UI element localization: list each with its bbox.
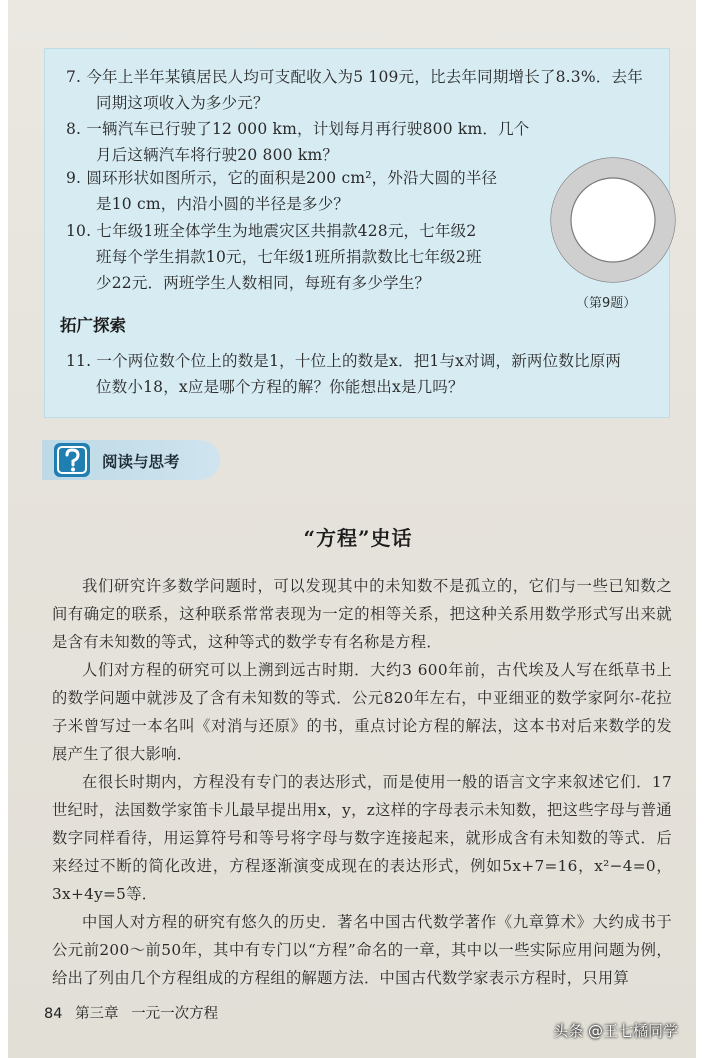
exercise-11-number: 11.: [66, 352, 92, 370]
chapter-label: 第三章: [75, 1006, 119, 1022]
exercise-8-line2: 月后这辆汽车将行驶20 800 km？: [96, 146, 339, 164]
exercise-8-number: 8.: [66, 120, 82, 138]
exercise-9: [66, 165, 526, 217]
question-mark-icon: [52, 440, 94, 480]
chapter-title: 一元一次方程: [131, 1006, 219, 1022]
figure-caption: （第9题）: [576, 296, 637, 311]
exercise-8-line1: 一辆汽车已行驶了12 000 km，计划每月再行驶800 km．几个: [86, 120, 530, 138]
exercise-11-line2: 位数小18，x应是哪个方程的解？你能想出x是几吗？: [96, 378, 464, 396]
exercise-10: [66, 218, 526, 296]
exercise-10-number: 10.: [66, 222, 92, 240]
exercise-11: [66, 348, 666, 400]
exercise-11-line1: 一个两位数个位上的数是1，十位上的数是x．把1与x对调，新两位数比原两: [96, 352, 622, 370]
exercise-10-line3: 少22元．两班学生人数相同，每班有多少学生？: [96, 274, 431, 292]
page-number: 84: [44, 1006, 63, 1022]
exercise-7-line1: 今年上半年某镇居民人均可支配收入为5 109元，比去年同期增长了8.3%．去年: [86, 68, 643, 86]
paragraph-3: 在很长时期内，方程没有专门的表达形式，而是使用一般的语言文字来叙述它们．17世纪时，法国数学家笛卡儿最早提出用x，y，z这样的字母表示未知数，把这些字母与普通数字同样看待，用运算符号和等号将字母与数字连接起来，就形成含有未知数的等式．后来经过不断的简化改进，方程逐渐演变成现在的表达形式，例如5x+7=16，x²−4=0，3x+4y=5等．: [52, 773, 672, 903]
exercise-9-line2: 是10 cm，内沿小圆的半径是多少？: [96, 195, 350, 213]
watermark: 头条 @王七橘同学: [553, 1022, 678, 1040]
inner-circle: [571, 178, 655, 262]
page-footer: [44, 1002, 226, 1023]
section-heading: 拓广探索: [60, 316, 126, 335]
exercise-9-number: 9.: [66, 169, 82, 187]
exercise-7-number: 7.: [66, 68, 82, 86]
paragraph-1: 我们研究许多数学问题时，可以发现其中的未知数不是孤立的，它们与一些已知数之间有确定的联系，这种联系常常表现为一定的相等关系，把这种关系用数学形式写出来就是含有未知数的等式，这种等式的数学专有名称是方程．: [52, 577, 672, 651]
exercise-9-line1: 圆环形状如图所示，它的面积是200 cm²，外沿大圆的半径: [86, 169, 498, 187]
exercise-10-line1: 七年级1班全体学生为地震灾区共捐款428元，七年级2: [96, 222, 477, 240]
paragraph-2: 人们对方程的研究可以上溯到远古时期．大约3 600年前，古代埃及人写在纸草书上的数学问题中就涉及了含有未知数的等式．公元820年左右，中亚细亚的数学家阿尔-花拉子米曾写过一本名叫《对消与还原》的书，重点讨论方程的解法，这本书对后来数学的发展产生了很大影响．: [52, 661, 672, 763]
reading-banner-label: 阅读与思考: [102, 453, 180, 471]
paragraph-4: 中国人对方程的研究有悠久的历史．著名中国古代数学著作《九章算术》大约成书于公元前200～前50年，其中有专门以“方程”命名的一章，其中以一些实际应用问题为例，给出了列由几个方程组成的方程组的解题方法．中国古代数学家表示方程时，只用算: [52, 913, 672, 987]
article-title: “方程”史话: [303, 526, 413, 550]
ring-figure: [548, 150, 678, 290]
exercise-10-line2: 班每个学生捐款10元，七年级1班所捐款数比七年级2班: [96, 248, 482, 266]
exercise-7: [66, 64, 666, 116]
exercise-7-line2: 同期这项收入为多少元？: [96, 94, 269, 112]
exercise-8: [66, 116, 546, 168]
textbook-page: [8, 0, 696, 1058]
